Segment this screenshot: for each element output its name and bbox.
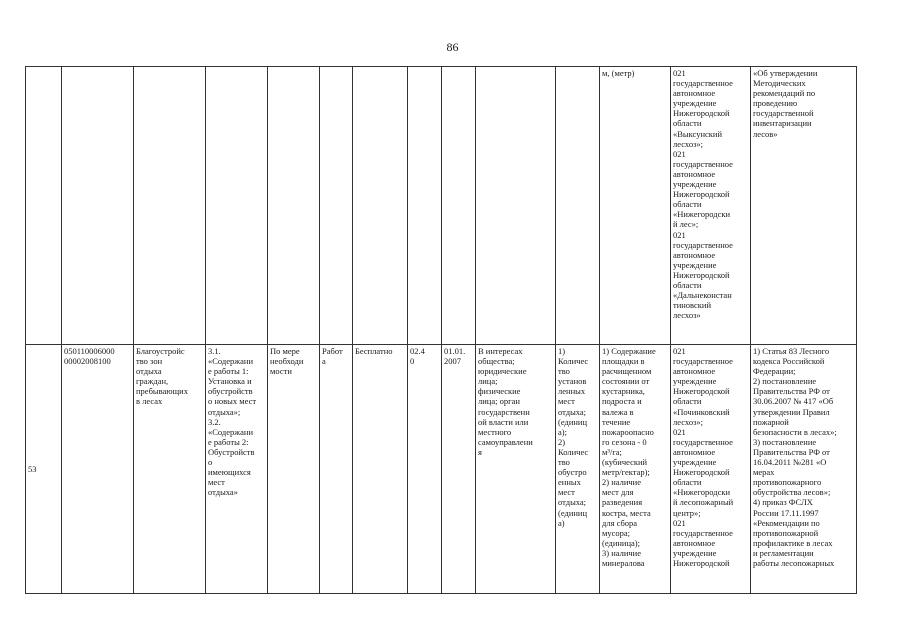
register-table [25, 66, 857, 594]
cell-okved: 02.4 0 [408, 345, 442, 594]
cell [476, 67, 556, 345]
cell-consumers: В интересах общества; юридические лица; физические лица; орган государственн ой власти или местного самоуправлени я [476, 345, 556, 594]
cell-unit: м, (метр) [600, 67, 671, 345]
cell-volume-indicators: 1) Количес тво установ ленных мест отдыха; (единиц а); 2) Количес тво обустро енных мест отдыха; (единиц а) [556, 345, 600, 594]
cell [62, 67, 134, 345]
table-row [26, 345, 857, 594]
row-number: 53 [26, 345, 62, 594]
cell-work-content: 3.1. «Содержани е работы 1: Установка и обустройств о новых мест отдыха»; 3.2. «Содержани е работы 2: Обустройств о имеющихся мест отдыха» [206, 345, 268, 594]
cell [134, 67, 206, 345]
cell [556, 67, 600, 345]
cell [408, 67, 442, 345]
cell-organizations: 021 государственное автономное учреждение Нижегородской области «Починковский лесхоз»; 021 государственное автономное учреждение Нижегородской области «Нижегородски й лесопожарный центр»; 021 государственное автономное учреждение Нижегородской [671, 345, 751, 594]
cell [26, 67, 62, 345]
cell-payment: Бесплатно [353, 345, 408, 594]
cell [353, 67, 408, 345]
cell-service-name: Благоустройс тво зон отдыха граждан, пребывающих в лесах [134, 345, 206, 594]
cell-date: 01.01. 2007 [442, 345, 476, 594]
cell-registry-code: 050110006000 00002008100 [62, 345, 134, 594]
table-row [26, 67, 857, 345]
cell-organizations: 021 государственное автономное учреждение Нижегородской области «Выксунский лесхоз»; 021 государственное автономное учреждение Нижегородской области «Нижегородски й лес»; 021 государственное автономное учреждение Нижегородской области «Дальнеконстан тиновский лесхоз» [671, 67, 751, 345]
cell-type: Работ а [320, 345, 353, 594]
cell-legal-basis: 1) Статья 83 Лесного кодекса Российской Федерации; 2) постановление Правительства РФ от 30.06.2007 № 417 «Об утверждении Правил пожарной безопасности в лесах»; 3) постановление Правительства РФ от 16.04.2011 №281 «О мерах противопожарного обустройства лесов»; 4) приказ ФСЛХ России 17.11.1997 «Рекомендации по противопожарной профилактике в лесах и регламентации работы лесопожарных [751, 345, 857, 594]
cell [206, 67, 268, 345]
page-number: 86 [446, 40, 459, 54]
cell-quality-indicators: 1) Содержание площадки в расчищенном состоянии от кустарника, подроста и валежа в течение пожароопасно го сезона - 0 м³/га; (кубический метр/гектар); 2) наличие мест для разведения костра, места для сбора мусора; (единица); 3) наличие минералова [600, 345, 671, 594]
cell-legal-basis: «Об утверждении Методических рекомендаций по проведению государственной инвентаризации лесов» [751, 67, 857, 345]
cell [442, 67, 476, 345]
cell [320, 67, 353, 345]
cell-periodicity: По мере необходи мости [268, 345, 320, 594]
cell [268, 67, 320, 345]
